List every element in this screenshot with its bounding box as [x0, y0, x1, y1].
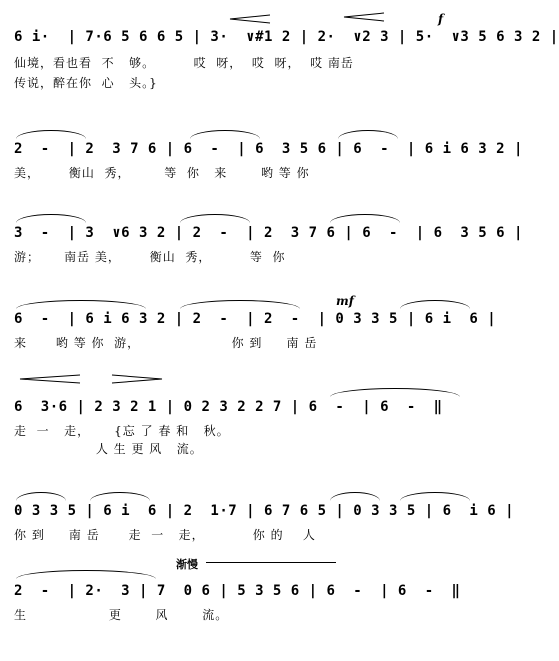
- notation-line: 3 - | 3 ∨6 3 2 | 2 - | 2 3 7 6 | 6 - | 6 3 5 6 |: [14, 225, 523, 241]
- notation-line: 6 i· | 7·6 5 6 6 5 | 3· ∨#1 2 | 2· ∨2 3 | 5· ∨3 5 6 3 2 |: [14, 29, 559, 45]
- lyric-line: 传说，醉在你 心 头。}: [14, 76, 158, 90]
- slur: [16, 570, 156, 579]
- notation-line: 2 - | 2 3 7 6 | 6 - | 6 3 5 6 | 6 - | 6 i 6 3 2 |: [14, 141, 523, 157]
- lyric-line: 美， 衡山 秀， 等 你 来 哟 等 你: [14, 166, 310, 180]
- dynamic-mark: f: [438, 12, 444, 26]
- crescendo-hairpin: [230, 14, 270, 24]
- lyric-line: 来 哟 等 你 游， 你 到 南 岳: [14, 336, 318, 350]
- decrescendo-hairpin: [112, 374, 162, 384]
- lyric-line: 你 到 南 岳 走 一 走， 你 的 人: [14, 528, 316, 542]
- lyric-line: 游； 南岳 美， 衡山 秀， 等 你: [14, 250, 286, 264]
- notation-line: 2 - | 2· 3 | 7 0 6 | 5 3 5 6 | 6 - | 6 - ‖: [14, 583, 461, 599]
- lyric-line: 仙境，看也看 不 够。 哎 呀， 哎 呀， 哎 南岳: [14, 56, 354, 70]
- lyric-line: 走 一 走， {忘 了 春 和 秋。: [14, 424, 230, 438]
- crescendo-hairpin: [344, 12, 384, 22]
- notation-line: 6 3·6 | 2 3 2 1 | 0 2 3 2 2 7 | 6 - | 6 - ‖: [14, 399, 443, 415]
- lyric-line: 人 生 更 风 流。: [14, 442, 203, 456]
- lyric-line: 生 更 风 流。: [14, 608, 229, 622]
- dynamic-mark: mf: [336, 294, 354, 308]
- notation-line: 0 3 3 5 | 6 i 6 | 2 1·7 | 6 7 6 5 | 0 3 3 5 | 6 i 6 |: [14, 503, 515, 519]
- crescendo-hairpin: [20, 374, 80, 384]
- notation-line: 6 - | 6 i 6 3 2 | 2 - | 2 - | 0 3 3 5 | 6 i 6 |: [14, 311, 497, 327]
- tempo-mark: 渐慢: [176, 558, 198, 571]
- ritardando-extension: [206, 562, 336, 563]
